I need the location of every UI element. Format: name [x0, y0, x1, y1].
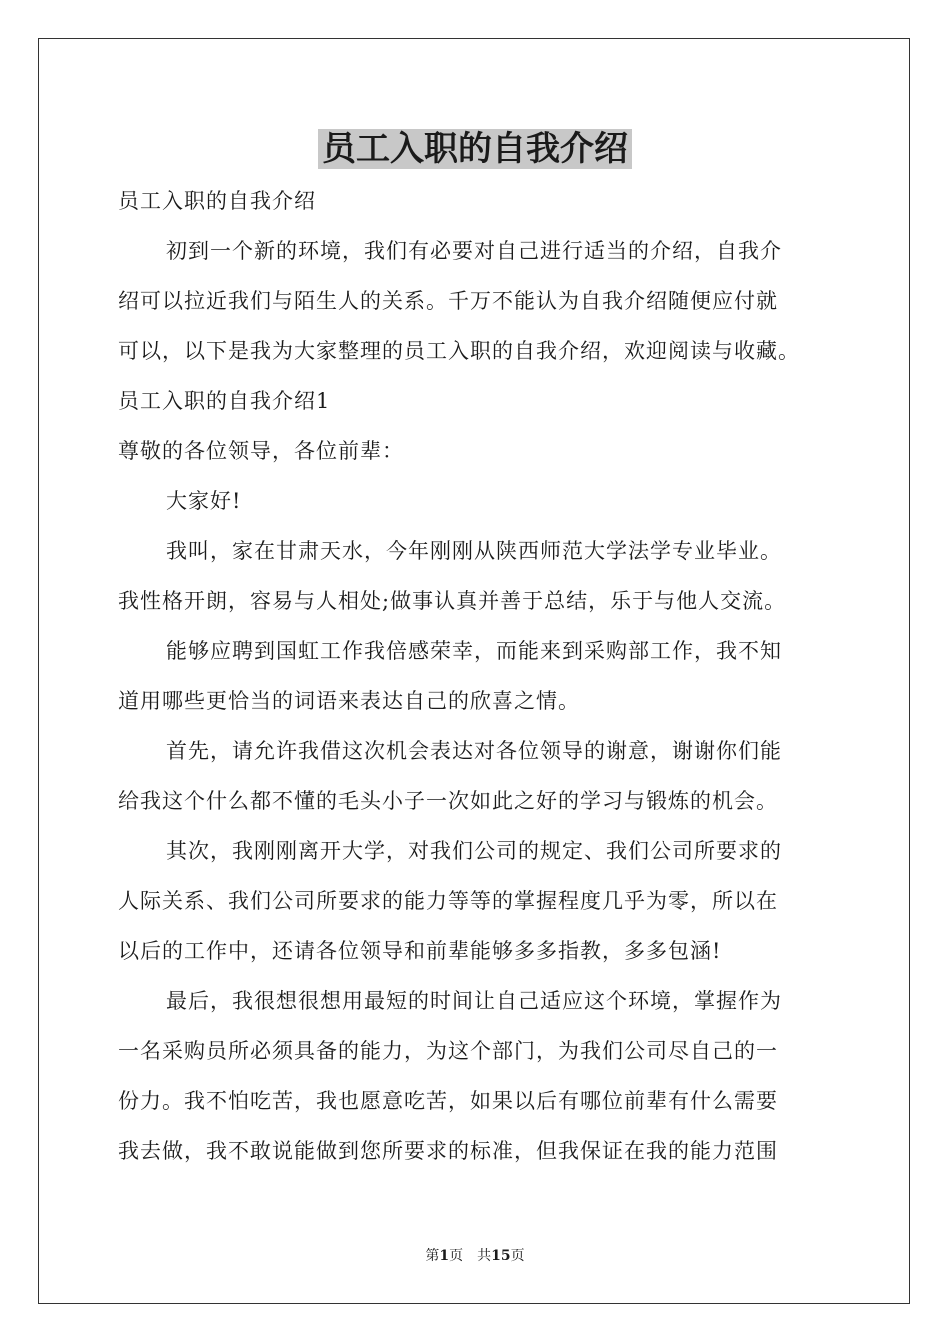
- text-line: 员工入职的自我介绍1: [118, 389, 331, 413]
- text-line: 能够应聘到国虹工作我倍感荣幸，而能来到采购部工作，我不知: [166, 639, 782, 663]
- document-title: [0, 127, 950, 171]
- document-body: [118, 176, 842, 1176]
- page-footer: [0, 1246, 950, 1266]
- current-page-number: 1: [439, 1248, 450, 1264]
- text-line: 我性格开朗，容易与人相处;做事认真并善于总结，乐于与他人交流。: [118, 589, 787, 613]
- text-line: 尊敬的各位领导，各位前辈：: [118, 439, 404, 463]
- document-title-text: 员工入职的自我介绍: [318, 129, 632, 169]
- text-line: 其次，我刚刚离开大学，对我们公司的规定、我们公司所要求的: [166, 839, 782, 863]
- text-line: 大家好!: [166, 489, 242, 513]
- text-line: 道用哪些更恰当的词语来表达自己的欣喜之情。: [118, 689, 580, 713]
- text-line: 人际关系、我们公司所要求的能力等等的掌握程度几乎为零，所以在: [118, 889, 778, 913]
- text-line: 可以，以下是我为大家整理的员工入职的自我介绍，欢迎阅读与收藏。: [118, 339, 800, 363]
- text-line: 初到一个新的环境，我们有必要对自己进行适当的介绍，自我介: [166, 239, 782, 263]
- text-line: 我叫，家在甘肃天水，今年刚刚从陕西师范大学法学专业毕业。: [166, 539, 782, 563]
- text-line: 我去做，我不敢说能做到您所要求的标准，但我保证在我的能力范围: [118, 1139, 778, 1163]
- text-line: 以后的工作中，还请各位领导和前辈能够多多指教，多多包涵!: [118, 939, 722, 963]
- total-page-count: 15: [491, 1248, 511, 1264]
- page-label-prefix: 第: [425, 1248, 440, 1264]
- text-line: 给我这个什么都不懂的毛头小子一次如此之好的学习与锻炼的机会。: [118, 789, 778, 813]
- text-line: 首先，请允许我借这次机会表达对各位领导的谢意，谢谢你们能: [166, 739, 782, 763]
- page-label-suffix: 页: [510, 1248, 525, 1264]
- text-line: 最后，我很想很想用最短的时间让自己适应这个环境，掌握作为: [166, 989, 782, 1013]
- text-line: 绍可以拉近我们与陌生人的关系。千万不能认为自我介绍随便应付就: [118, 289, 778, 313]
- text-line: 一名采购员所必须具备的能力，为这个部门，为我们公司尽自己的一: [118, 1039, 778, 1063]
- text-line: 员工入职的自我介绍: [118, 189, 316, 213]
- text-line: 份力。我不怕吃苦，我也愿意吃苦，如果以后有哪位前辈有什么需要: [118, 1089, 778, 1113]
- page-label-mid: 页 共: [449, 1248, 492, 1264]
